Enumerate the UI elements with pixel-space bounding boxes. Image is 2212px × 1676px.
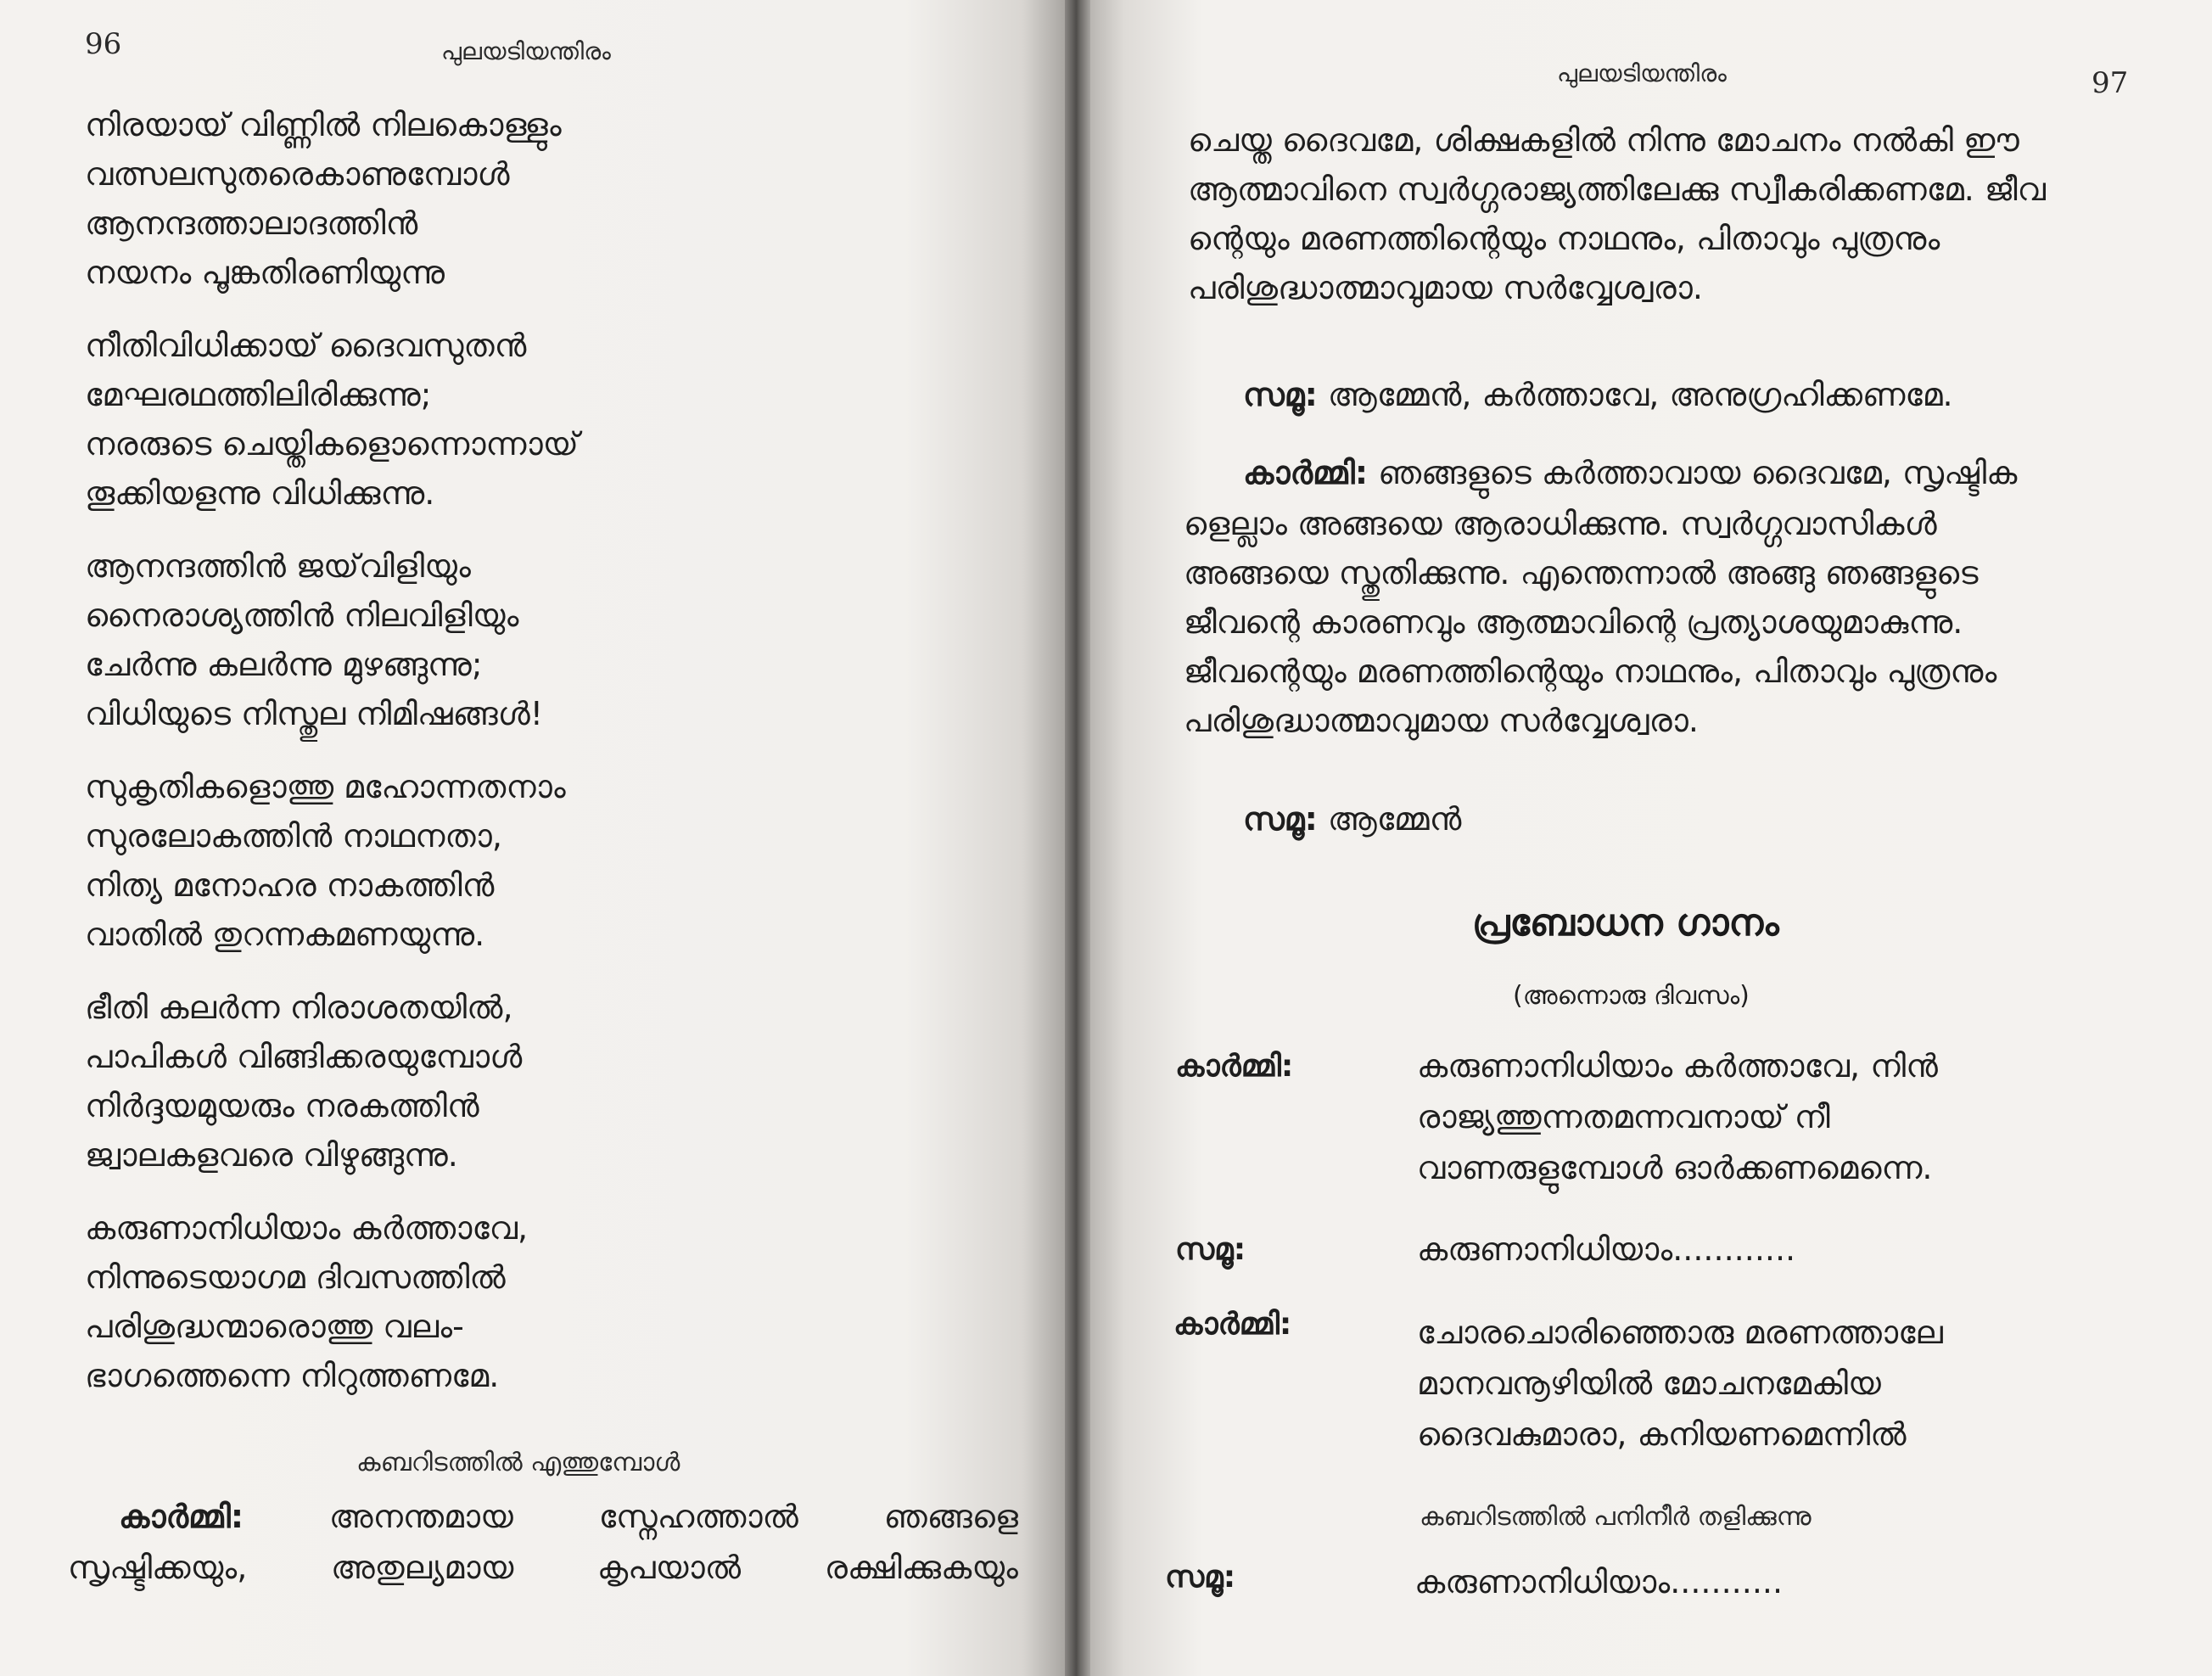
verse-line: സുരലോകത്തിൻ നാഥനതാ, [85,817,502,855]
verse-line: ചേർന്നു കലർന്നു മുഴങ്ങുന്നു; [85,646,483,683]
response-line [1243,370,1953,419]
prose-text: ഞങ്ങളുടെ കർത്താവായ ദൈവമേ, സൃഷ്ടിക [1378,454,2018,491]
speaker-label: സമൂ: [1165,1560,1236,1595]
prayer-word: സ്നേഹത്താൽ [598,1498,798,1535]
prose-line: ചെയ്ത ദൈവമേ, ശിക്ഷകളിൽ നിന്നു മോചനം നൽകി ഈ [1188,121,2019,159]
prose-line: അങ്ങയെ സ്തുതിക്കുന്നു. എന്തെന്നാൽ അങ്ങു ഞങ്ങളുടെ [1184,554,1979,591]
song-lines [1417,1224,1795,1275]
prose-line: ആത്മാവിനെ സ്വർഗ്ഗരാജ്യത്തിലേക്കു സ്വീകരിക്കണമേ. ജീവ [1188,171,2047,208]
speaker-label: കാർമ്മി: [1175,1049,1294,1084]
song-title: പ്രബോധന ഗാനം [1472,901,1779,945]
speaker-label: കാർമ്മി: [1173,1307,1292,1342]
prayer-paragraph [1184,499,2142,745]
book-gutter [1065,0,1090,1676]
prayer-line [68,1543,1018,1592]
verse-line: സുകൃതികളൊത്തു മഹോന്നതനാം [85,768,566,805]
verse-line: തൂക്കിയളന്നു വിധിക്കുന്നു. [85,474,435,512]
prose-line: പരിശുദ്ധാത്മാവുമായ സർവ്വേശ്വരാ. [1188,269,1703,306]
song-line: രാജ്യത്തുന്നതമന്നവനായ് നീ [1417,1098,1830,1135]
verse-line: നരരുടെ ചെയ്തികളൊന്നൊന്നായ് [85,425,579,462]
prayer-word: അതുല്യമായ [330,1549,514,1586]
prayer-word: സൃഷ്ടിക്കയും, [68,1549,248,1586]
verse-line: നിത്യ മനോഹര നാകത്തിൻ [85,866,495,904]
prayer-word: ഞങ്ങളെ [883,1498,1018,1535]
verse-line: വിധിയുടെ നിസ്തുല നിമിഷങ്ങൾ! [85,695,544,732]
prayer-first-line [1243,448,2017,497]
right-page [1090,0,2212,1676]
verse-line: പരിശുദ്ധന്മാരൊത്തു വലം- [85,1308,464,1345]
running-head: പുലയടിയന്തിരം [441,37,611,65]
verse-line: പാപികൾ വിങ്ങിക്കരയുമ്പോൾ [85,1038,523,1075]
rubric: കബറിടത്തിൽ എത്തുമ്പോൾ [356,1448,680,1477]
verse-line: നയനം പൂങ്കതിരണിയുന്നു [85,254,445,291]
prayer-word: കൃപയാൽ [597,1549,742,1586]
response-text: ആമ്മേൻ [1327,800,1462,838]
song-lines [1417,1307,1943,1460]
verse-line: ആനന്ദത്താലാദത്തിൻ [85,205,418,242]
verse-line: മേഘരഥത്തിലിരിക്കുന്നു; [85,376,432,413]
verse-line: വത്സലസുതരെകാണുമ്പോൾ [85,155,510,193]
response-text: ആമ്മേൻ, കർത്താവേ, അനുഗ്രഹിക്കണമേ. [1327,376,1953,413]
prose-line: ന്റെയും മരണത്തിന്റെയും നാഥനും, പിതാവും പുത്രനും [1188,220,1940,257]
running-head: പുലയടിയന്തിരം [1557,59,1727,87]
response-line [1243,794,1461,844]
prose-line: പരിശുദ്ധാത്മാവുമായ സർവ്വേശ്വരാ. [1184,702,1699,739]
song-line: ദൈവകുമാരാ, കനിയണമെന്നിൽ [1417,1415,1907,1453]
song-lines [1417,1040,1938,1193]
speaker-label: സമൂ: [1175,1232,1246,1267]
speaker-label: സമൂ: [1243,376,1318,413]
verse-line: നിരയായ് വിണ്ണിൽ നിലകൊള്ളും [85,106,562,143]
verse-line: നിന്നുടെയാഗമ ദിവസത്തിൽ [85,1258,506,1296]
prayer-word: രക്ഷിക്കുകയും [824,1549,1018,1586]
verse-line: ഭീതി കലർന്ന നിരാശതയിൽ, [85,989,513,1026]
song-line: കരുണാനിധിയാം........... [1414,1563,1784,1600]
song-tune: (അന്നൊരു ദിവസം) [1513,981,1750,1011]
left-page [0,0,1065,1676]
verse-line: വാതിൽ തുറന്നകമണയുന്നു. [85,916,485,953]
prose-line: ജീവന്റെയും മരണത്തിന്റെയും നാഥനും, പിതാവും പുത്രനും [1184,653,1997,690]
song-line: കരുണാനിധിയാം കർത്താവേ, നിൻ [1417,1047,1938,1085]
song-line: കരുണാനിധിയാം............ [1417,1230,1796,1268]
verse-line: നൈരാശ്യത്തിൻ നിലവിളിയും [85,597,519,634]
verse-line: ഭാഗത്തെന്നെ നിറുത്തണമേ. [85,1357,500,1394]
verse-line: കരുണാനിധിയാം കർത്താവേ, [85,1209,529,1247]
speaker-label: സമൂ: [1243,800,1318,838]
prayer-word: അനന്തമായ [328,1498,513,1535]
verse-line: ആനന്ദത്തിൻ ജയ്‌വിളിയും [85,547,471,585]
song-line: വാണരുളുമ്പോൾ ഓർക്കണമെന്നെ. [1417,1149,1933,1186]
prayer-line [119,1492,1018,1541]
verse-line: ജ്വാലകളവരെ വിഴുങ്ങുന്നു. [85,1136,458,1174]
song-line: മാനവനൂഴിയിൽ മോചനമേകിയ [1417,1365,1881,1402]
prose-line: ളെല്ലാം അങ്ങയെ ആരാധിക്കുന്നു. സ്വർഗ്ഗവാസികൾ [1184,505,1937,542]
prayer-paragraph [1188,115,2138,312]
page-number: 97 [2092,66,2129,100]
speaker-label: കാർമ്മി: [1243,454,1369,491]
rubric: കബറിടത്തിൽ പനിനീർ തളിക്കുന്നു [1420,1502,1812,1532]
prose-line: ജീവന്റെ കാരണവും ആത്മാവിന്റെ പ്രത്യാശയുമാകുന്നു. [1184,603,1963,641]
verse-line: നിർദ്ദയമുയരും നരകത്തിൻ [85,1087,479,1124]
speaker-label: കാർമ്മി: [119,1498,244,1535]
verse-line: നീതിവിധിക്കായ് ദൈവസുതൻ [85,327,527,364]
song-line: ചോരചൊരിഞ്ഞൊരു മരണത്താലേ [1417,1314,1943,1351]
page-number: 96 [85,27,122,61]
